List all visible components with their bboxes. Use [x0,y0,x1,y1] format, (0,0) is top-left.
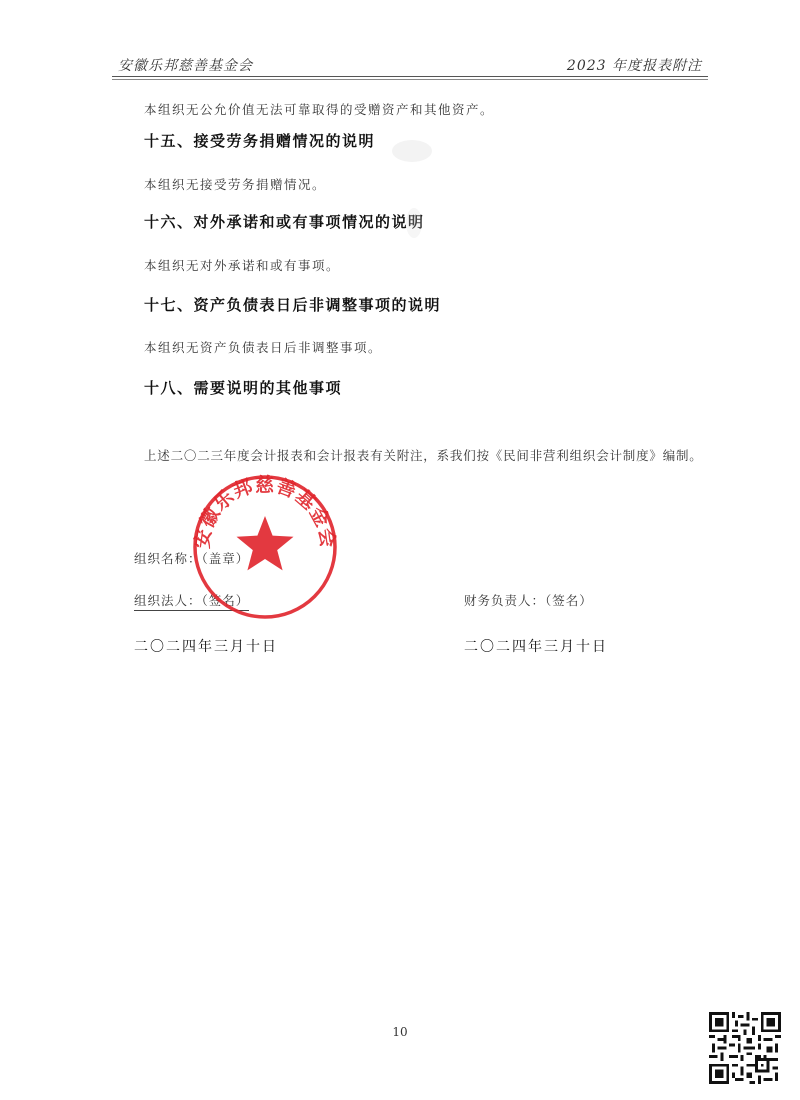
section-18-heading: 十八、需要说明的其他事项 [144,379,343,397]
svg-text:安徽乐邦慈善基金会: 安徽乐邦慈善基金会 [191,473,339,550]
section-16-body: 本组织无对外承诺和或有事项。 [144,258,341,273]
org-name-seal-label: 组织名称：（盖章） [134,551,250,566]
date-left: 二〇二四年三月十日 [134,639,278,655]
date-right: 二〇二四年三月十日 [464,639,608,655]
official-seal [190,472,340,622]
finance-head-signature-label: 财务负责人：（签名） [464,593,593,608]
section-15-body: 本组织无接受劳务捐赠情况。 [144,177,327,192]
page-number: 10 [392,1025,408,1039]
header-rule-secondary [112,79,708,80]
intro-line: 本组织无公允价值无法可靠取得的受赠资产和其他资产。 [144,102,495,117]
header-report-title: 2023 年度报表附注 [566,58,702,74]
section-16-heading: 十六、对外承诺和或有事项情况的说明 [144,213,425,231]
header-rule [112,76,708,77]
scan-artifact [392,140,432,162]
seal-star-icon [237,516,294,570]
scan-artifact [406,208,422,238]
qr-code-icon [709,1012,781,1084]
section-15-heading: 十五、接受劳务捐赠情况的说明 [144,132,376,150]
header-org-name: 安徽乐邦慈善基金会 [118,58,253,74]
closing-statement: 上述二〇二三年度会计报表和会计报表有关附注，系我们按《民间非营利组织会计制度》编制。 [144,448,703,463]
section-17-heading: 十七、资产负债表日后非调整事项的说明 [144,296,442,314]
section-17-body: 本组织无资产负债表日后非调整事项。 [144,340,383,355]
legal-rep-signature-label: 组织法人：（签名） [134,591,249,611]
